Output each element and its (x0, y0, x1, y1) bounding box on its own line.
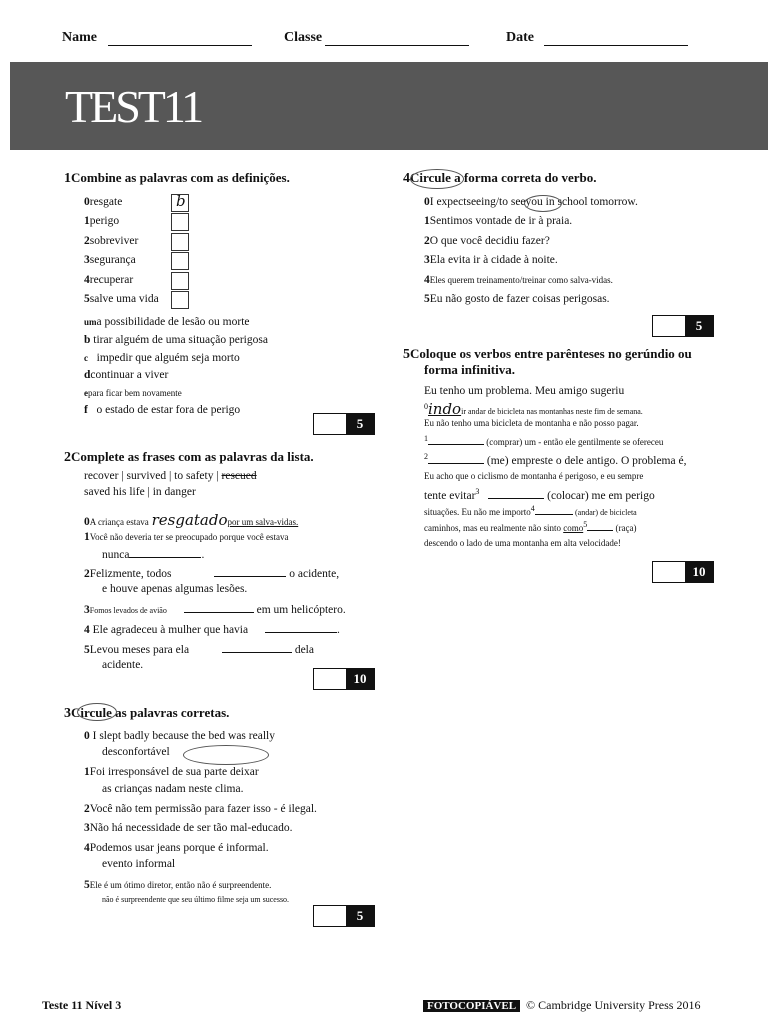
circle-mark (77, 703, 117, 721)
s3-q2: 2Você não tem permissão para fazer isso - é ilegal. (84, 803, 317, 815)
class-field[interactable] (325, 45, 469, 46)
blank-3[interactable] (184, 602, 254, 613)
test-title: TEST11 (65, 81, 202, 132)
footer-copyright: FOTOCOPIÁVEL © Cambridge University Press 2016 (423, 998, 700, 1013)
word-list-2: saved his life | in danger (84, 486, 196, 498)
blank-1[interactable] (129, 547, 201, 558)
s2-q5: 5Levou meses para ela dela (84, 644, 314, 656)
word-list: recover | survived | to safety | rescued (84, 470, 257, 482)
section-4-title: 4Circule a forma correta do verbo. (403, 170, 597, 186)
s2-q3: 3Fomos levados de avião em um helicóptero. (84, 604, 346, 616)
s4-q4: 4Eles querem treinamento/treinar como salva-vidas. (424, 274, 613, 286)
blank-s5-5[interactable] (587, 520, 613, 531)
s5-text: Eu tenho um problema. Meu amigo sugeriu (424, 385, 625, 397)
answer-box-1[interactable] (171, 213, 189, 231)
blank-s5-4[interactable] (535, 504, 573, 515)
section-2-score[interactable]: 10 (313, 668, 375, 690)
answer-box-4[interactable] (171, 272, 189, 290)
s4-q0: 0I expectseeing/to seeyou in school tomorrow. (424, 196, 638, 208)
answer-oval[interactable] (183, 745, 269, 765)
section-1-title: 1Combine as palavras com as definições. (64, 170, 290, 186)
photocopiable-badge: FOTOCOPIÁVEL (423, 1000, 520, 1012)
section-5-score[interactable]: 10 (652, 561, 714, 583)
section-2-title: 2Complete as frases com as palavras da lista. (64, 449, 314, 465)
s3-q3: 3Não há necessidade de ser tão mal-educado. (84, 822, 293, 834)
blank-s5-1[interactable] (428, 434, 484, 445)
blank-2[interactable] (214, 566, 286, 577)
s2-q4: 4 Ele agradeceu à mulher que havia . (84, 624, 340, 636)
s4-q3: 3Ela evita ir à cidade à noite. (424, 254, 558, 266)
s2-q2: 2Felizmente, todos o acidente, (84, 568, 340, 580)
s3-q4: 4Podemos usar jeans porque é informal. (84, 842, 269, 854)
section-5-title: 5Coloque os verbos entre parênteses no gerúndio ou (403, 346, 692, 362)
s3-q1: 1Foi irresponsável de sua parte deixar (84, 766, 259, 778)
circle-mark-4 (410, 169, 464, 189)
blank-5[interactable] (222, 642, 292, 653)
name-label: Name (62, 30, 97, 45)
answer-box-5[interactable] (171, 291, 189, 309)
section-1-score[interactable]: 5 (313, 413, 375, 435)
class-label: Classe (284, 30, 323, 45)
date-field[interactable] (544, 45, 688, 46)
footer-level: Teste 11 Nível 3 (42, 998, 122, 1012)
answer-box-2[interactable] (171, 233, 189, 251)
s2-q1: 1Você não deveria ter se preocupado porque você estava (84, 531, 289, 543)
s4-q5: 5Eu não gosto de fazer coisas perigosas. (424, 293, 610, 305)
blank-4[interactable] (265, 622, 337, 633)
s2-q0: 0A criança estava resgatadopor um salva-vidas. (84, 511, 299, 529)
section-4-score[interactable]: 5 (652, 315, 714, 337)
section-3-score[interactable]: 5 (313, 905, 375, 927)
answer-oval-4[interactable] (524, 195, 562, 212)
name-field[interactable] (108, 45, 252, 46)
answer-box-3[interactable] (171, 252, 189, 270)
blank-s5-3[interactable] (488, 488, 544, 499)
date-label: Date (506, 30, 534, 45)
s3-q5: 5Ele é um ótimo diretor, então não é surpreendente. (84, 879, 272, 891)
title-banner (10, 62, 768, 150)
s4-q2: 2O que você decidiu fazer? (424, 235, 550, 247)
answer-box-0[interactable]: b (171, 194, 189, 212)
s3-q0: 0 I slept badly because the bed was really (84, 730, 275, 742)
s4-q1: 1Sentimos vontade de ir à praia. (424, 215, 573, 227)
section-3-title: 3Circule as palavras corretas. (64, 705, 230, 721)
blank-s5-2[interactable] (428, 453, 484, 464)
student-header (62, 30, 708, 50)
